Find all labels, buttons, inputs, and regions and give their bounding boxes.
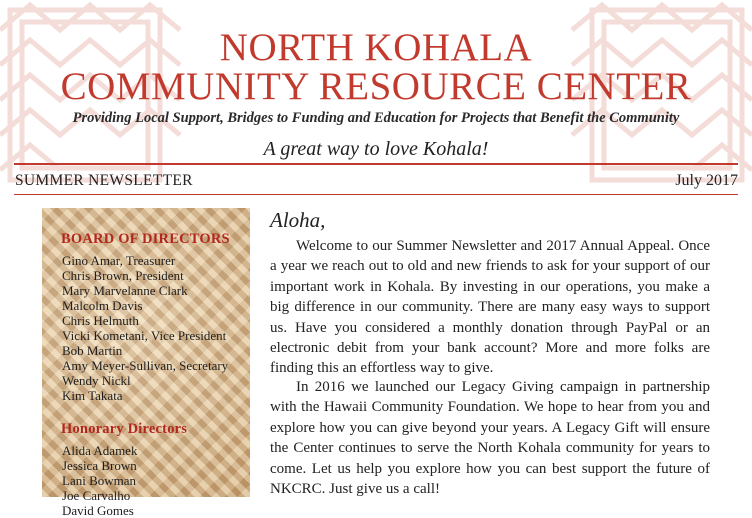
masthead-slogan: A great way to love Kohala!: [263, 138, 489, 160]
masthead-tagline: Providing Local Support, Bridges to Funding and Education for Projects that Benefit the Community: [72, 110, 680, 126]
board-member: Chris Helmuth: [62, 313, 139, 328]
masthead-title-line1: NORTH KOHALA: [219, 26, 533, 69]
board-member: Gino Amar, Treasurer: [62, 253, 176, 268]
honorary-member: David Gomes: [62, 503, 134, 518]
masthead-title-line2: COMMUNITY RESOURCE CENTER: [60, 65, 692, 108]
board-member-list: [62, 253, 250, 403]
board-member: Kim Takata: [62, 388, 123, 403]
board-member: Chris Brown, President: [62, 268, 184, 283]
board-member: Malcolm Davis: [62, 298, 143, 313]
honorary-member: Jessica Brown: [62, 458, 137, 473]
board-member: Vicki Kometani, Vice President: [62, 328, 227, 343]
board-member: Amy Meyer-Sullivan, Secretary: [62, 358, 229, 373]
letter-greeting: Aloha,: [270, 208, 326, 232]
newsletter-label: SUMMER NEWSLETTER: [15, 172, 193, 189]
honorary-member: Alida Adamek: [62, 443, 138, 458]
newsletter-date: July 2017: [675, 172, 738, 189]
bottom-divider: [14, 194, 738, 195]
letter-paragraph: Welcome to our Summer Newsletter and 2017 Annual Appeal. Once a year we reach out to old and new friends to ask for your support of our important work in Kohala. By investing in our operations, you make a big difference in our community. There are many easy ways to support us. Have you considered a monthly donation through PayPal or an electronic debit from your bank account? More and more folks are finding this an effortless way to give.: [270, 238, 710, 377]
honorary-heading: Honorary Directors: [61, 421, 188, 437]
board-member: Wendy Nickl: [62, 373, 131, 388]
honorary-member: Joe Carvalho: [62, 488, 131, 503]
board-heading: BOARD OF DIRECTORS: [61, 231, 230, 247]
board-member: Mary Marvelanne Clark: [62, 283, 188, 298]
honorary-member: Lani Bowman: [62, 473, 137, 488]
top-divider: [14, 163, 738, 165]
board-sidebar: [42, 208, 250, 518]
board-member: Bob Martin: [62, 343, 123, 358]
honorary-member-list: [62, 443, 250, 518]
letter-paragraph: In 2016 we launched our Legacy Giving campaign in partnership with the Hawaii Community Foundation. We hope to hear from you and explore how you can give beyond your years. A Legacy Gift will ensure the Center continues to serve the North Kohala community for years to come. Let us help you explore how you can best support the future of NKCRC. Just give us a call!: [270, 379, 710, 498]
